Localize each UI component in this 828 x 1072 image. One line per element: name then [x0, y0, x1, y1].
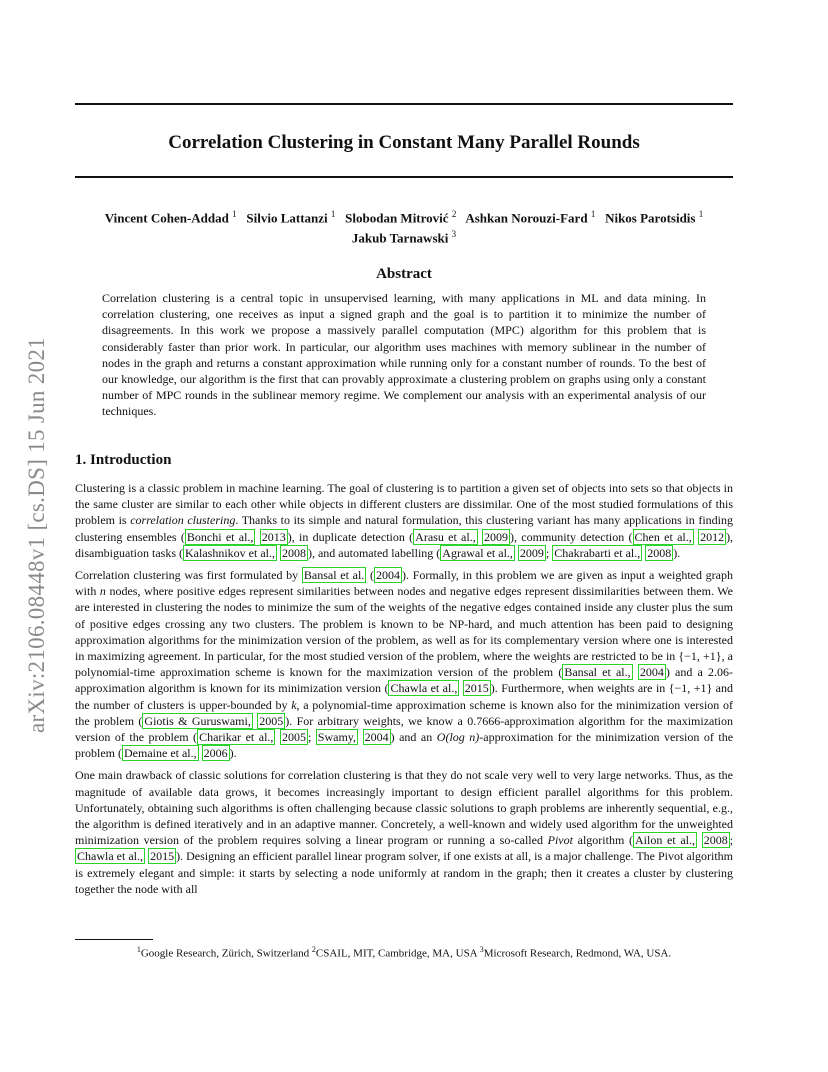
- citation-link[interactable]: Chawla et al.,: [390, 681, 458, 696]
- citation-link[interactable]: Agrawal et al.,: [442, 545, 513, 560]
- affiliation-marker: 1: [330, 209, 336, 219]
- math-expression: {−1, +1}: [678, 649, 722, 664]
- citation-link[interactable]: Ailon et al.,: [634, 833, 695, 848]
- title-bottom-rule: [75, 176, 733, 178]
- citation-link[interactable]: Charikar et al.,: [199, 730, 274, 745]
- citation-link[interactable]: Giotis & Guruswami,: [144, 713, 251, 728]
- affiliation-marker: 1: [698, 209, 704, 219]
- introduction-body: [75, 480, 733, 903]
- title-top-rule: [75, 103, 733, 105]
- emphasis: correlation clustering: [130, 513, 236, 528]
- arxiv-side-stamp: [22, 310, 52, 760]
- citation-link[interactable]: Demaine et al.,: [124, 746, 197, 761]
- affiliation-marker: 1: [590, 209, 596, 219]
- citation-link[interactable]: Bansal et al.: [303, 568, 365, 583]
- citation-link[interactable]: Chakrabarti et al.,: [554, 545, 641, 560]
- citation-year-link[interactable]: 2015: [464, 681, 489, 696]
- paragraph: Correlation clustering was first formulated by Bansal et al. ( 2004 ). Formally, in this problem we are given as input a weighted graph with n nodes, where positive edges represent similarities between nodes and negative edges represent dissimilarities between them. We are interested in clustering the nodes to minimize the sum of the weights of the negative edges contained inside any cluster plus the sum of positive edges crossing any two clusters. The problem is known to be NP-hard, and much attention has been paid to designing approximation algorithms for the minimization version of the problem, as well as for its complementary version where one is interested in maximizing agreement. In particular, for the most studied version of the problem, where the weights are restricted to be in {−1, +1}, a polynomial-time approximation scheme is known for the maximization version of the problem ( Bansal et al., 2004 ) and a 2.06-approximation algorithm is known for its minimization version ( Chawla et al., 2015 ). Furthermore, when weights are in {−1, +1} and the number of clusters is upper-bounded by k, a polynomial-time approximation scheme is known also for the minimization version of the problem ( Giotis & Guruswami, 2005 ). For arbitrary weights, we know a 0.7666-approximation algorithm for the maximization version of the problem ( Charikar et al., 2005 ; Swamy, 2004 ) and an O(log n)-approximation for the minimization version of the problem ( Demaine et al., 2006 ).: [75, 568, 734, 761]
- citation-year-link[interactable]: 2012: [700, 529, 725, 544]
- affiliation-marker: 1: [136, 945, 141, 954]
- citation-year-link[interactable]: 2008: [647, 545, 672, 560]
- citation-year-link[interactable]: 2009: [484, 529, 509, 544]
- author-name: Slobodan Mitrović: [345, 210, 449, 226]
- affiliation-marker: 3: [479, 945, 484, 954]
- author-name: Vincent Cohen-Addad: [104, 210, 229, 226]
- citation-year-link[interactable]: 2006: [203, 746, 228, 761]
- citation-link[interactable]: Swamy,: [317, 730, 357, 745]
- citation-year-link[interactable]: 2005: [281, 730, 306, 745]
- math-expression: {−1, +1}: [668, 681, 713, 696]
- author-name: Silvio Lattanzi: [246, 210, 328, 226]
- abstract-text: Correlation clustering is a central topic in unsupervised learning, with many applications in ML and data mining. In correlation clustering, one receives as input a signed graph and the goal is to partition it to minimize the number of disagreements. In this work we propose a massively parallel computation (MPC) algorithm for this problem that is considerably faster than prior work. In particular, our algorithm uses machines with memory sublinear in the number of nodes in the graph and returns a constant approximation while running only for a constant number of rounds. To the best of our knowledge, our algorithm is the first that can provably approximate a clustering problem on graphs using only a constant number of MPC rounds in the sublinear memory regime. We complement our analysis with an experimental analysis of our techniques.: [102, 291, 706, 419]
- footnote-rule: [75, 939, 153, 940]
- citation-link[interactable]: Bonchi et al.,: [186, 529, 254, 544]
- arxiv-identifier: arXiv:2106.08448v1 [cs.DS] 15 Jun 2021: [24, 337, 49, 733]
- math-expression: O(log n): [436, 730, 480, 745]
- author-line-2: [75, 226, 733, 246]
- math-symbol: n: [99, 584, 106, 599]
- citation-link[interactable]: Chawla et al.,: [77, 849, 144, 864]
- emphasis: Pivot: [547, 833, 573, 848]
- citation-year-link[interactable]: 2015: [150, 849, 175, 864]
- citation-link[interactable]: Chen et al.,: [634, 529, 692, 544]
- author-name: Nikos Parotsidis: [605, 210, 696, 226]
- citation-year-link[interactable]: 2008: [703, 833, 728, 848]
- author-name: Jakub Tarnawski: [351, 230, 449, 246]
- citation-year-link[interactable]: 2004: [376, 568, 400, 583]
- affiliation-text: Microsoft Research, Redmond, WA, USA.: [483, 947, 672, 960]
- affiliation-marker: 1: [232, 209, 237, 219]
- citation-year-link[interactable]: 2004: [364, 730, 389, 745]
- affiliations-footnote: [75, 943, 733, 961]
- citation-year-link[interactable]: 2008: [281, 545, 306, 560]
- paragraph: One main drawback of classic solutions for correlation clustering is that they do not scale very well to very large networks. Thus, as the magnitude of available data grows, it becomes increasingly important to design efficient parallel algorithms for this problem. Unfortunately, obtaining such algorithms is often challenging because classic solutions to graph problems are inherently sequential, e.g., the algorithm is defined iteratively and in an adaptive manner. Concretely, a well-known and widely used algorithm for the unweighted minimization version of the problem requires solving a linear program or running a so-called Pivot algorithm ( Ailon et al., 2008 ; Chawla et al., 2015 ). Designing an efficient parallel linear program solver, if one exists at all, is a major challenge. The Pivot algorithm is extremely elegant and simple: it starts by selecting a node uniformly at random in the graph; then it creates a cluster by clustering together the node with all: [75, 768, 734, 896]
- abstract-heading: Abstract: [376, 266, 432, 282]
- citation-year-link[interactable]: 2009: [519, 545, 544, 560]
- author-name: Ashkan Norouzi-Fard: [465, 210, 588, 226]
- author-line-1: [75, 206, 733, 226]
- citation-year-link[interactable]: 2013: [261, 529, 286, 544]
- citation-link[interactable]: Kalashnikov et al.,: [185, 545, 275, 560]
- affiliation-marker: 2: [451, 209, 457, 219]
- affiliation-marker: 2: [311, 945, 316, 954]
- affiliation-text: CSAIL, MIT, Cambridge, MA, USA: [315, 947, 480, 960]
- author-list: [75, 206, 733, 247]
- citation-link[interactable]: Bansal et al.,: [564, 665, 631, 680]
- citation-year-link[interactable]: 2004: [639, 665, 664, 680]
- paper-title: Correlation Clustering in Constant Many Parallel Rounds: [168, 132, 640, 153]
- section-heading-introduction: 1. Introduction: [75, 452, 172, 468]
- citation-link[interactable]: Arasu et al.,: [415, 529, 476, 544]
- paragraph: Clustering is a classic problem in machine learning. The goal of clustering is to partition a given set of objects into sets so that objects in the same cluster are similar to each other while objects in different clusters are dissimilar. One of the most studied formulations of this problem is correlation clustering. Thanks to its simple and natural formulation, this clustering variant has many applications in finding clustering ensembles ( Bonchi et al., 2013 ), in duplicate detection ( Arasu et al., 2009 ), community detection ( Chen et al., 2012 ), disambiguation tasks ( Kalashnikov et al., 2008 ), and automated labelling ( Agrawal et al., 2009 ; Chakrabarti et al., 2008 ).: [75, 481, 734, 560]
- math-symbol: k: [291, 697, 297, 712]
- affiliation-marker: 3: [451, 229, 457, 240]
- affiliation-text: Google Research, Zürich, Switzerland: [140, 947, 312, 960]
- citation-year-link[interactable]: 2005: [259, 713, 284, 728]
